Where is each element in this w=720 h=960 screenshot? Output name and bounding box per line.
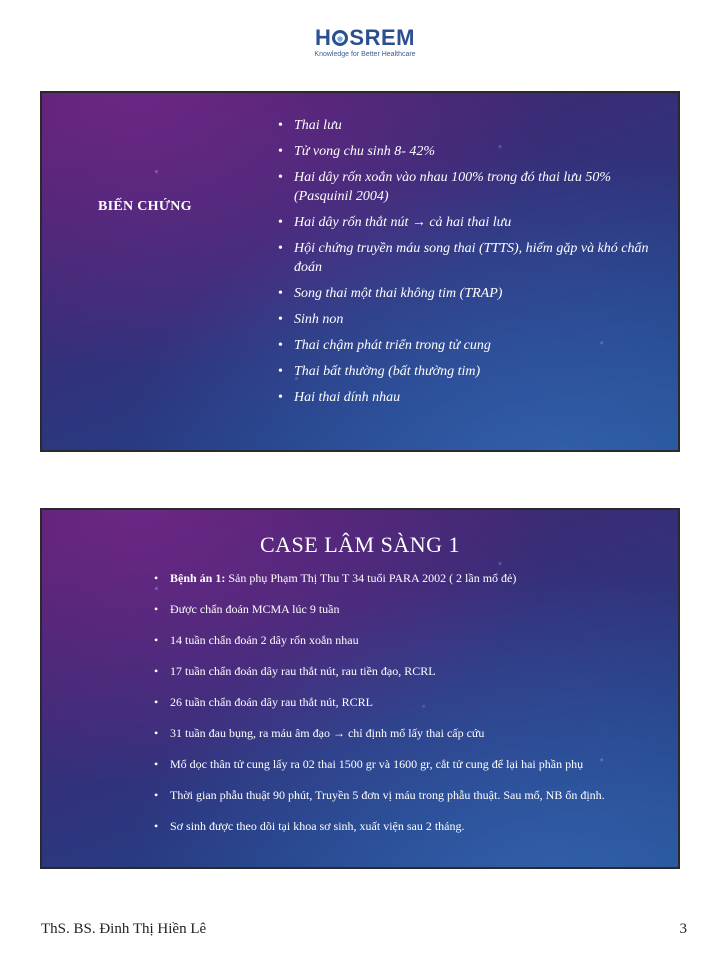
slide1-heading: BIẾN CHỨNG (98, 199, 192, 214)
list-item: • Mổ dọc thân tử cung lấy ra 02 thai 1500 gr và 1600 gr, cắt tử cung để lại hai phần phụ (152, 752, 642, 776)
list-item: • 31 tuần đau bụng, ra máu âm đạo → chỉ định mổ lấy thai cấp cứu (152, 721, 642, 745)
list-item: • Tử vong chu sinh 8- 42% (276, 142, 656, 161)
list-item: • Sơ sinh được theo dõi tại khoa sơ sinh, xuất viện sau 2 tháng. (152, 814, 642, 838)
list-item-case-intro (152, 566, 642, 590)
page-number: 3 (679, 921, 687, 937)
list-item: • Song thai một thai không tim (TRAP) (276, 284, 656, 303)
complications-list (276, 116, 656, 414)
list-item: • Hai dây rốn xoắn vào nhau 100% trong đó thai lưu 50% (Pasquinil 2004) (276, 168, 656, 206)
list-item: • 26 tuần chẩn đoán dây rau thắt nút, RCRL (152, 690, 642, 714)
slide-complications (40, 91, 680, 452)
logo-text-srem: SREM (349, 25, 415, 50)
list-item: • 17 tuần chẩn đoán dây rau thắt nút, rau tiền đạo, RCRL (152, 659, 642, 683)
slide2-title: CASE LÂM SÀNG 1 (259, 532, 461, 557)
footer-author: ThS. BS. Đinh Thị Hiền Lê (41, 921, 207, 937)
logo-wordmark (300, 26, 430, 50)
list-item: • 14 tuần chẩn đoán 2 dây rốn xoắn nhau (152, 628, 642, 652)
list-item: • Hội chứng truyền máu song thai (TTTS), hiếm gặp và khó chẩn đoán (276, 239, 656, 277)
list-item: • Thời gian phẫu thuật 90 phút, Truyền 5 đơn vị máu trong phẫu thuật. Sau mổ, NB ổn định. (152, 783, 642, 807)
list-item: • Được chẩn đoán MCMA lúc 9 tuần (152, 597, 642, 621)
case-list (152, 566, 642, 845)
list-item: • Thai lưu (276, 116, 656, 135)
hosrem-logo (300, 26, 430, 66)
logo-tagline: Knowledge for Better Healthcare (314, 51, 416, 58)
list-item: • Hai thai dính nhau (276, 388, 656, 407)
case-intro-text: Sản phụ Phạm Thị Thu T 34 tuổi PARA 2002 ( 2 lần mổ đẻ) (225, 571, 517, 585)
logo-globe-icon (332, 30, 348, 46)
list-item: • Thai chậm phát triển trong tử cung (276, 336, 656, 355)
slide-clinical-case (40, 508, 680, 869)
list-item: • Hai dây rốn thắt nút → cả hai thai lưu (276, 213, 656, 232)
list-item: • Sinh non (276, 310, 656, 329)
list-item: • Thai bất thường (bất thường tim) (276, 362, 656, 381)
logo-text-h: H (315, 25, 332, 50)
case-label: Bệnh án 1: (170, 571, 226, 585)
